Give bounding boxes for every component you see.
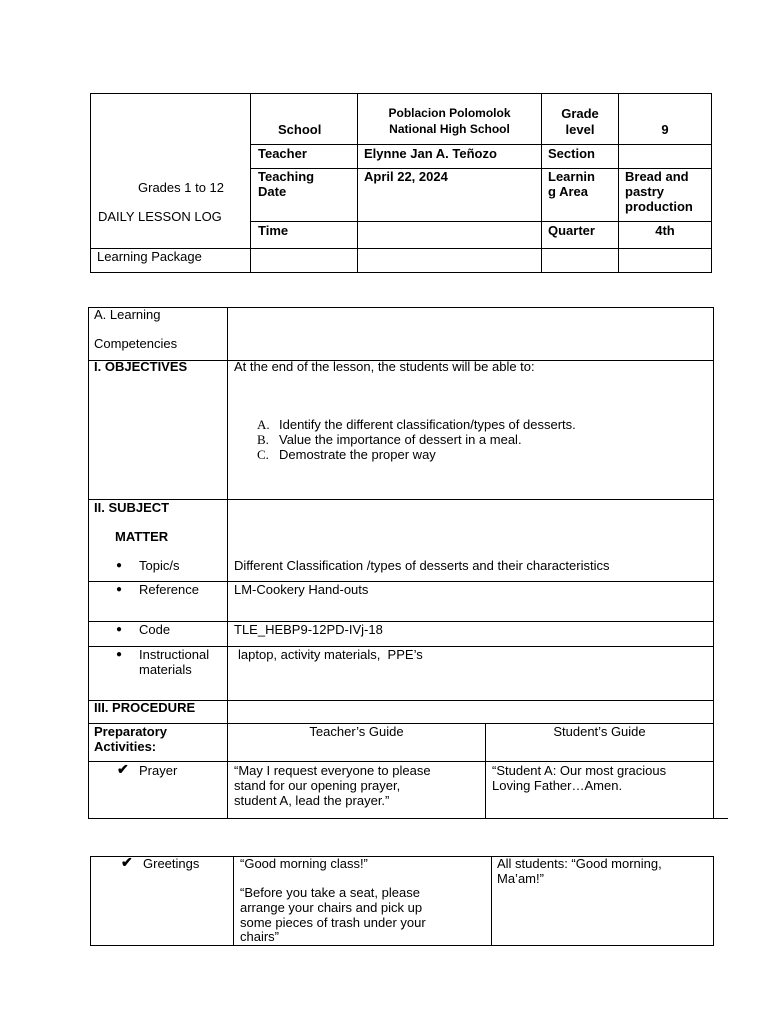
instructional-label-line2: materials	[139, 662, 192, 677]
section-label: Section	[548, 146, 595, 161]
bullet-dot-icon: ●	[116, 624, 123, 635]
greetings-student-line2: Ma’am!”	[497, 871, 544, 886]
prayer-student-line2: Loving Father…Amen.	[492, 778, 623, 793]
prayer-teacher-line3: student A, lead the prayer.”	[234, 793, 390, 808]
objective-item	[257, 432, 522, 447]
teaching-date-label-line2: Date	[258, 184, 287, 199]
quarter-label: Quarter	[548, 223, 595, 238]
learning-package-text: Learning Package	[97, 249, 202, 264]
learning-competencies-line2: Competencies	[94, 336, 178, 351]
greetings-label: Greetings	[143, 856, 200, 871]
objective-item	[257, 447, 436, 462]
greetings-teacher-line5: chairs”	[240, 929, 280, 944]
time-label: Time	[258, 223, 289, 238]
grade-level-value: 9	[661, 122, 669, 137]
check-mark-icon: ✔	[121, 854, 133, 870]
objectives-intro: At the end of the lesson, the students will be able to:	[234, 359, 535, 374]
learning-area-label-line1: Learnin	[548, 169, 595, 184]
objective-marker: C.	[257, 447, 269, 462]
school-label: School	[278, 122, 322, 137]
greetings-teacher-line3: arrange your chairs and pick up	[240, 900, 423, 915]
instructional-label-line1: Instructional	[139, 647, 210, 662]
greetings-teacher-line1: “Good morning class!”	[240, 856, 368, 871]
greetings-teacher-line2: “Before you take a seat, please	[240, 885, 420, 900]
quarter-value: 4th	[655, 223, 675, 238]
grade-level-label-line2: level	[565, 122, 595, 137]
prayer-student-line1: “Student A: Our most gracious	[492, 763, 667, 778]
instructional-value: laptop, activity materials, PPE’s	[238, 647, 423, 662]
subject-matter-line1: II. SUBJECT	[94, 500, 170, 515]
check-mark-icon: ✔	[117, 761, 129, 777]
prayer-label: Prayer	[139, 763, 178, 778]
students-guide-header: Student’s Guide	[553, 724, 646, 739]
grades-text: Grades 1 to 12	[138, 180, 224, 195]
teaching-date-value: April 22, 2024	[364, 169, 448, 184]
bullet-dot-icon: ●	[116, 649, 123, 660]
learning-area-label-line2: g Area	[548, 184, 588, 199]
bullet-dot-icon: ●	[116, 560, 123, 571]
topic-value: Different Classification /types of desserts and their characteristics	[234, 558, 610, 573]
objective-text: Identify the different classification/types of desserts.	[279, 417, 576, 432]
objective-text: Value the importance of dessert in a meal.	[279, 432, 522, 447]
learning-competencies-line1: A. Learning	[94, 307, 161, 322]
teaching-date-label-line1: Teaching	[258, 169, 315, 184]
objective-marker: A.	[257, 417, 270, 432]
prayer-teacher-line1: “May I request everyone to please	[234, 763, 431, 778]
teacher-value: Elynne Jan A. Teñozo	[364, 146, 497, 161]
greetings-student-line1: All students: “Good morning,	[497, 856, 662, 871]
prayer-teacher-line2: stand for our opening prayer,	[234, 778, 401, 793]
learning-area-value-line3: production	[625, 199, 693, 214]
school-value-line1: Poblacion Polomolok	[388, 106, 511, 120]
code-label: Code	[139, 622, 171, 637]
reference-label: Reference	[139, 582, 199, 597]
school-value-line2: National High School	[389, 122, 510, 136]
teacher-label: Teacher	[258, 146, 307, 161]
topic-label: Topic/s	[139, 558, 180, 573]
learning-area-value-line2: pastry	[625, 184, 665, 199]
learning-area-value-line1: Bread and	[625, 169, 689, 184]
greetings-teacher-line4: some pieces of trash under your	[240, 915, 426, 930]
objectives-label: I. OBJECTIVES	[94, 359, 188, 374]
procedure-label: III. PROCEDURE	[94, 700, 196, 715]
subject-matter-line2: MATTER	[115, 529, 169, 544]
teachers-guide-header: Teacher’s Guide	[309, 724, 404, 739]
dll-title: DAILY LESSON LOG	[98, 209, 222, 224]
objective-item	[257, 417, 576, 432]
bullet-dot-icon: ●	[116, 584, 123, 595]
objective-text: Demostrate the proper way	[279, 447, 436, 462]
grade-level-label-line1: Grade	[561, 106, 599, 121]
preparatory-line1: Preparatory	[94, 724, 167, 739]
code-value: TLE_HEBP9-12PD-IVj-18	[234, 622, 383, 637]
reference-value: LM-Cookery Hand-outs	[234, 582, 369, 597]
preparatory-line2: Activities:	[94, 739, 157, 754]
objective-marker: B.	[257, 432, 269, 447]
